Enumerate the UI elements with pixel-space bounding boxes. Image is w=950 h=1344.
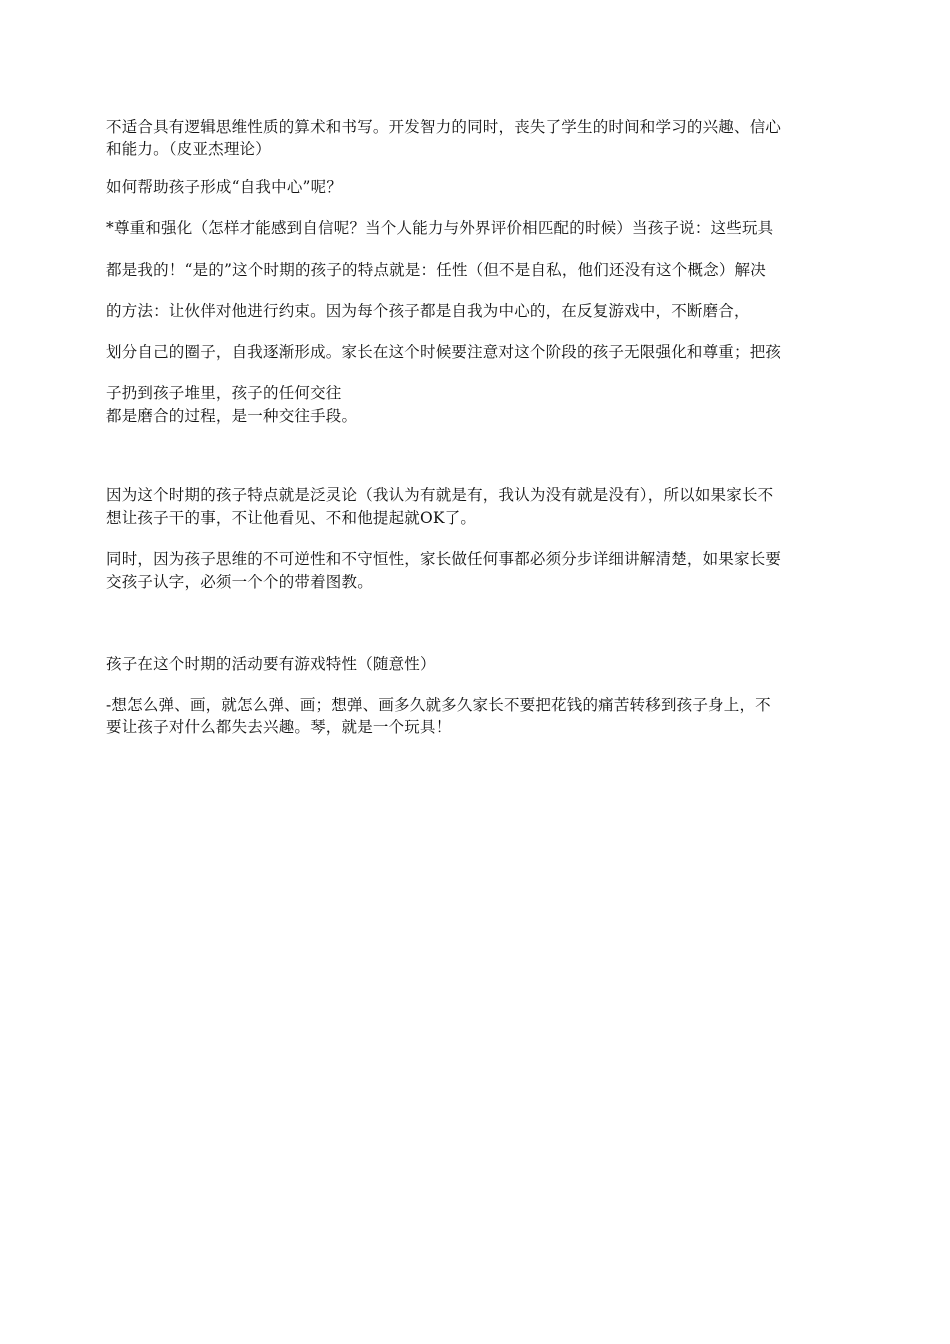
question-line: 如何帮助孩子形成“自我中心”呢？ bbox=[106, 178, 343, 196]
paragraph-3-line-1: 因为这个时期的孩子特点就是泛灵论（我认为有就是有，我认为没有就是没有），所以如果家长不 bbox=[106, 486, 774, 504]
paragraph-1-line-1: 不适合具有逻辑思维性质的算术和书写。开发智力的同时，丧失了学生的时间和学习的兴趣、信心 bbox=[106, 118, 782, 136]
paragraph-4-line-2: 交孩子认字，必须一个个的带着图教。 bbox=[106, 573, 373, 591]
paragraph-4-line-1: 同时，因为孩子思维的不可逆性和不守恒性，家长做任何事都必须分步详细讲解清楚，如果家长要 bbox=[106, 550, 782, 568]
activity-heading: 孩子在这个时期的活动要有游戏特性（随意性） bbox=[106, 655, 436, 673]
paragraph-2-line-1: *尊重和强化（怎样才能感到自信呢？当个人能力与外界评价相匹配的时候）当孩子说：这些玩具 bbox=[106, 219, 774, 237]
paragraph-3-line-2: 想让孩子干的事，不让他看见、不和他提起就OK了。 bbox=[106, 509, 477, 527]
paragraph-2-line-6: 都是磨合的过程，是一种交往手段。 bbox=[106, 407, 358, 425]
paragraph-2-line-4: 划分自己的圈子，自我逐渐形成。家长在这个时候要注意对这个阶段的孩子无限强化和尊重；把孩 bbox=[106, 343, 782, 361]
paragraph-5-line-2: 要让孩子对什么都失去兴趣。琴，就是一个玩具！ bbox=[106, 718, 452, 736]
paragraph-2-line-5: 子扔到孩子堆里，孩子的任何交往 bbox=[106, 384, 342, 402]
paragraph-2-line-3: 的方法：让伙伴对他进行约束。因为每个孩子都是自我为中心的，在反复游戏中，不断磨合， bbox=[106, 302, 750, 320]
paragraph-1-line-2: 和能力。（皮亚杰理论） bbox=[106, 140, 271, 158]
paragraph-2-line-2: 都是我的！“是的”这个时期的孩子的特点就是：任性（但不是自私，他们还没有这个概念）解决 bbox=[106, 261, 766, 279]
paragraph-5-line-1: -想怎么弹、画，就怎么弹、画；想弹、画多久就多久家长不要把花钱的痛苦转移到孩子身上，不 bbox=[106, 696, 771, 714]
